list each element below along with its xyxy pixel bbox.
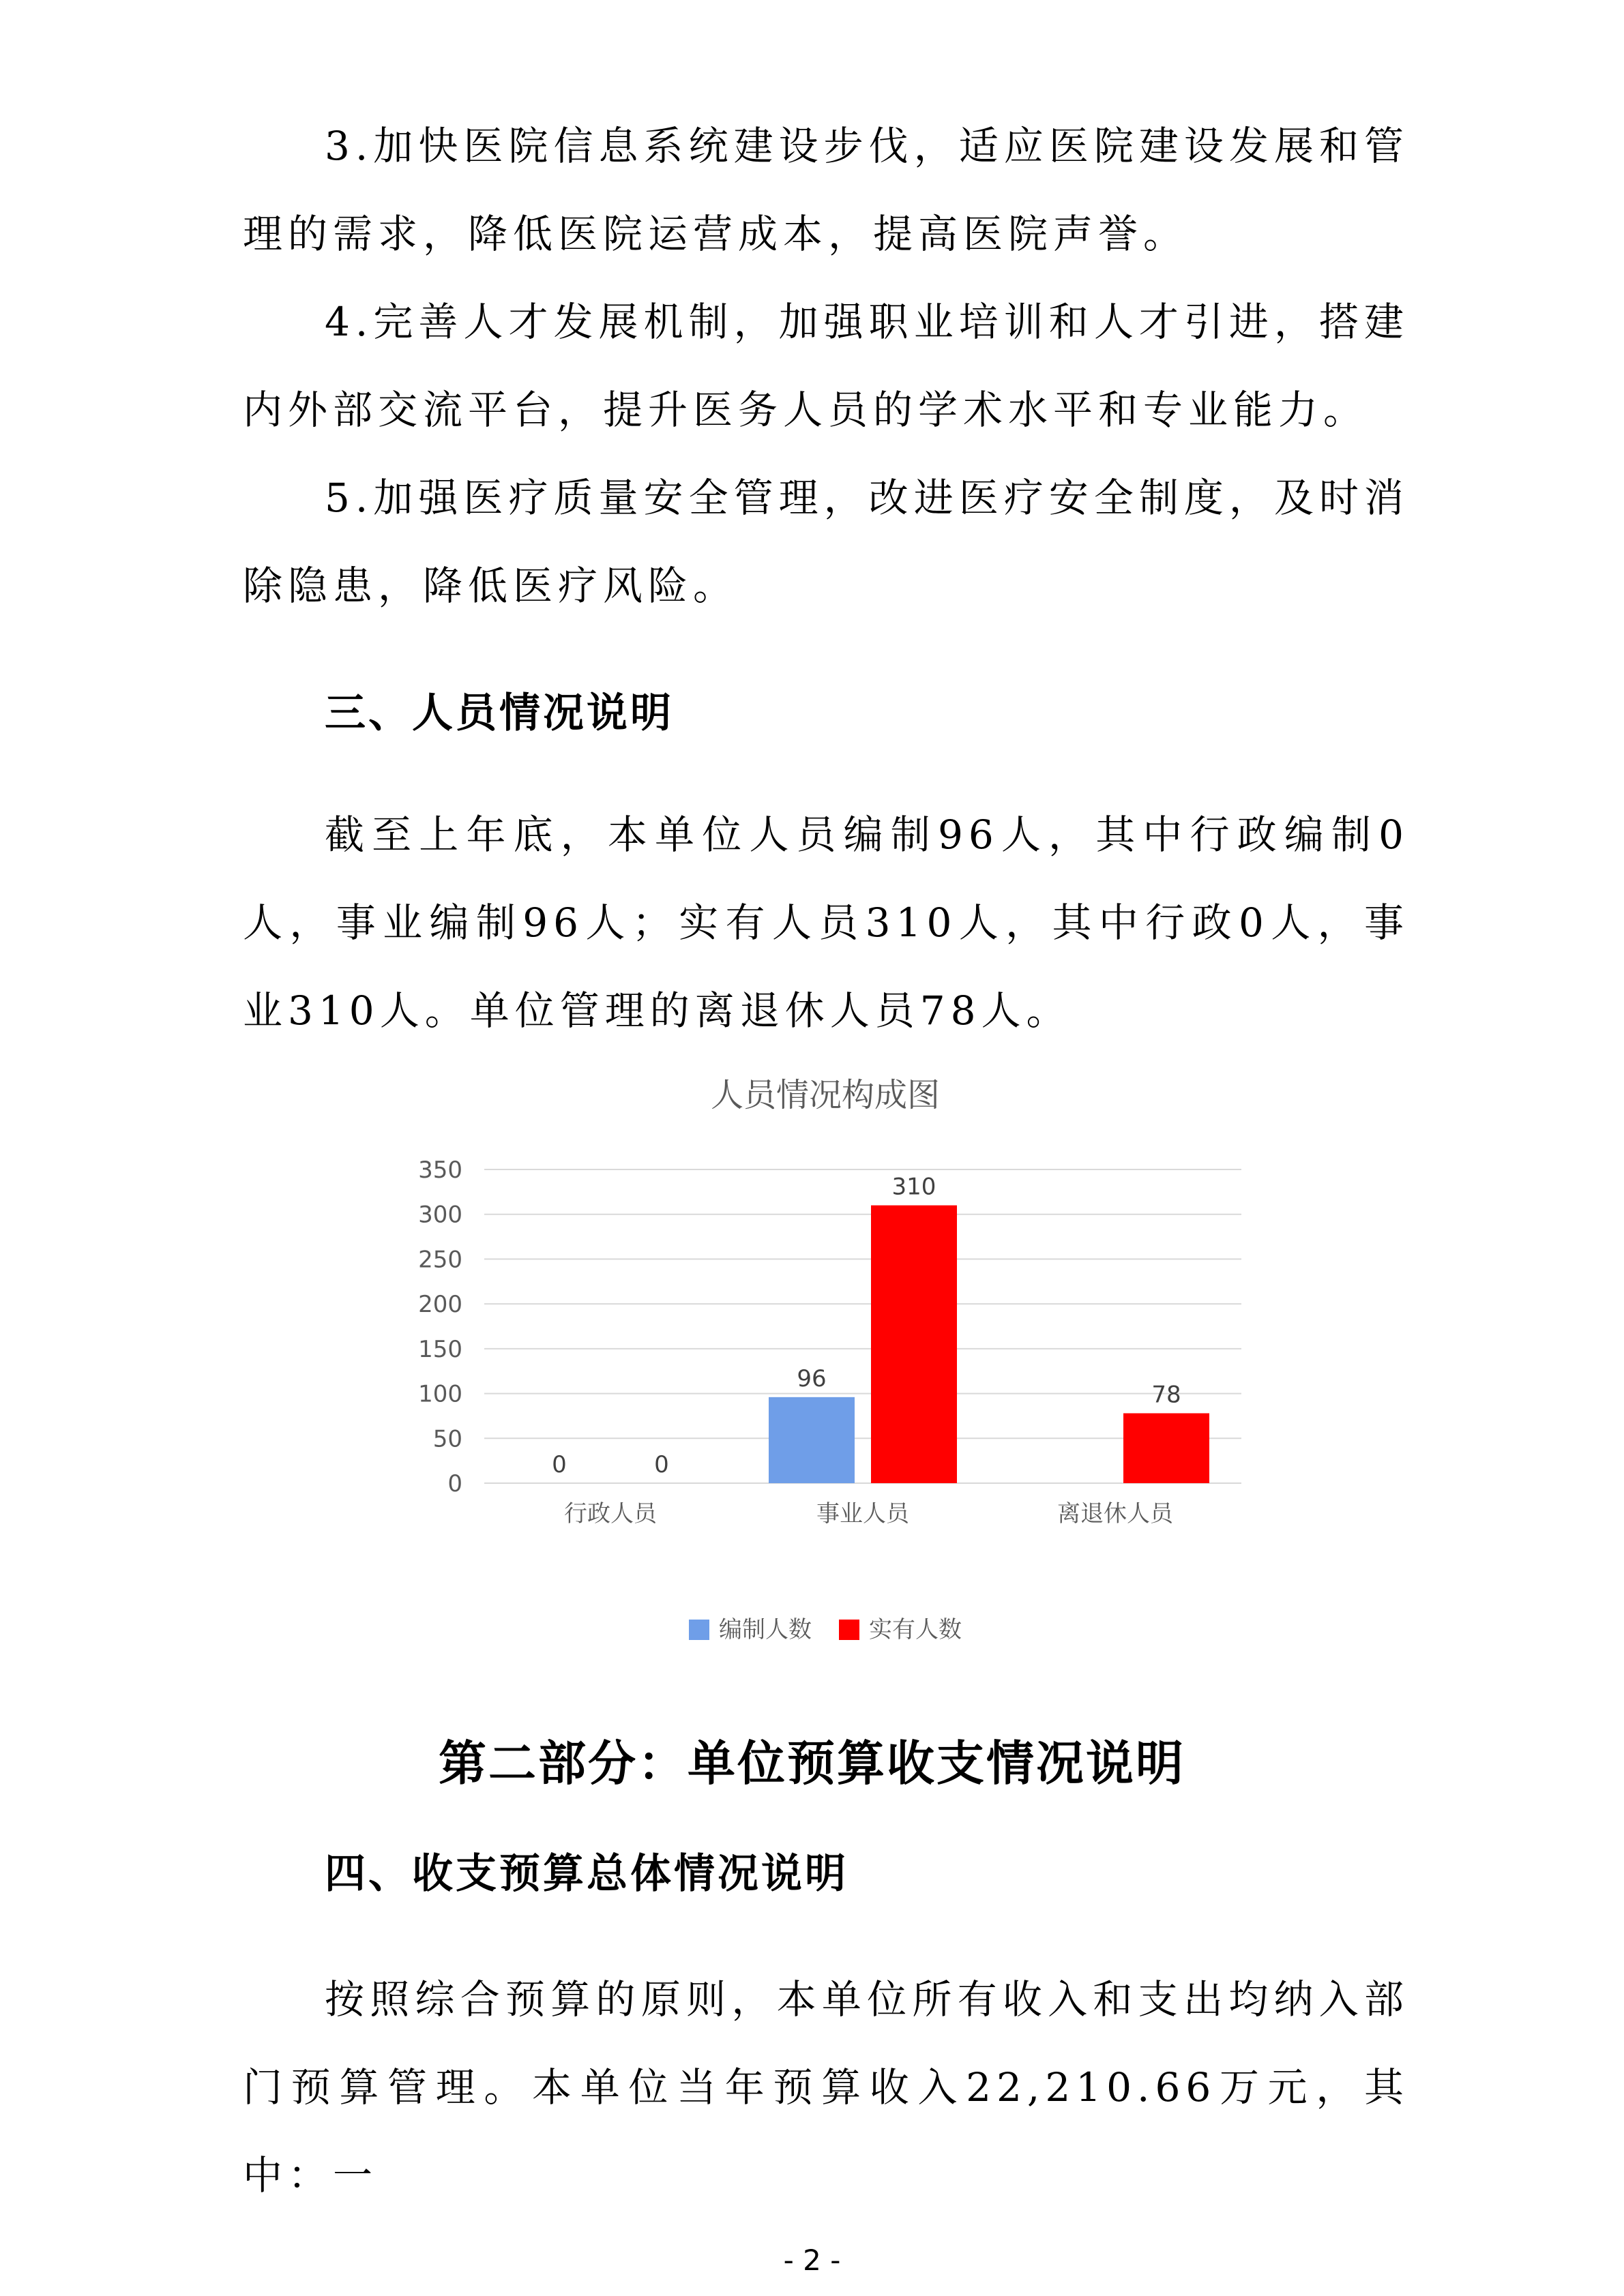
bar xyxy=(871,1206,957,1483)
part-title: 第二部分：单位预算收支情况说明 xyxy=(439,1735,1185,1791)
bar xyxy=(1123,1413,1209,1483)
paragraph-budget: 按照综合预算的原则，本单位所有收入和支出均纳入部门预算管理。本单位当年预算收入22,210.66万元，其中：一 xyxy=(243,1976,1409,2198)
data-label: 310 xyxy=(891,1173,936,1201)
section-heading-personnel: 三、人员情况说明 xyxy=(325,689,674,737)
x-tick-label: 离退休人员 xyxy=(1057,1500,1173,1527)
data-label: 96 xyxy=(797,1365,827,1392)
y-tick-label: 50 xyxy=(432,1425,462,1453)
chart-title: 人员情况构成图 xyxy=(710,1076,941,1114)
paragraph-item-5: 5.加强医疗质量安全管理，改进医疗安全制度，及时消除隐患，降低医疗风险。 xyxy=(243,475,1409,609)
data-label: 78 xyxy=(1151,1381,1181,1409)
y-tick-label: 150 xyxy=(418,1335,462,1363)
x-tick-label: 事业人员 xyxy=(816,1500,909,1527)
y-tick-label: 250 xyxy=(418,1246,462,1274)
legend-label: 实有人数 xyxy=(869,1616,962,1643)
x-tick-label: 行政人员 xyxy=(564,1500,657,1527)
y-tick-label: 200 xyxy=(418,1291,462,1319)
data-label: 0 xyxy=(552,1451,567,1478)
legend-swatch xyxy=(839,1620,859,1640)
personnel-chart xyxy=(382,1064,1269,1664)
paragraph-personnel: 截至上年底，本单位人员编制96人，其中行政编制0人，事业编制96人；实有人员310人，其中行政0人，事业310人。单位管理的离退休人员78人。 xyxy=(243,811,1409,1034)
chart-canvas xyxy=(382,1064,1269,1664)
y-tick-label: 350 xyxy=(418,1157,462,1184)
section-heading-budget: 四、收支预算总体情况说明 xyxy=(325,1850,848,1898)
y-tick-label: 0 xyxy=(447,1470,462,1497)
legend-label: 编制人数 xyxy=(719,1616,812,1643)
page-number: - 2 - xyxy=(783,2243,841,2277)
y-tick-label: 100 xyxy=(418,1380,462,1408)
legend-swatch xyxy=(689,1620,709,1640)
paragraph-item-3: 3.加快医院信息系统建设步伐，适应医院建设发展和管理的需求，降低医院运营成本，提高医院声誉。 xyxy=(243,123,1409,257)
y-tick-label: 300 xyxy=(418,1201,462,1229)
bar xyxy=(769,1397,855,1483)
paragraph-item-4: 4.完善人才发展机制，加强职业培训和人才引进，搭建内外部交流平台，提升医务人员的学术水平和专业能力。 xyxy=(243,299,1409,433)
data-label: 0 xyxy=(654,1451,669,1478)
